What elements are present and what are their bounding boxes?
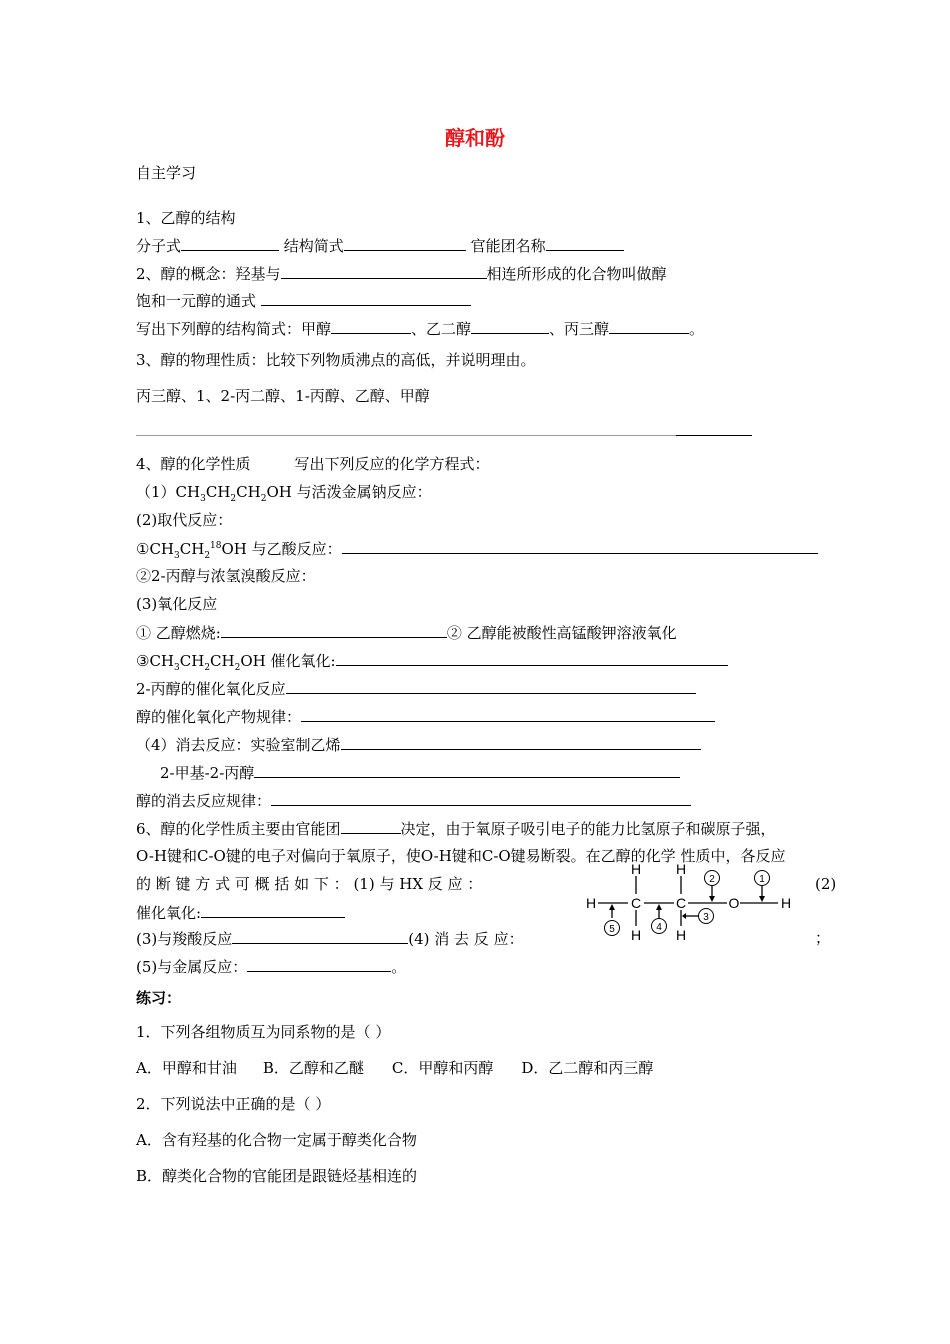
blank-r4[interactable] <box>341 734 701 750</box>
q4-heading-a: 4、醇的化学性质 <box>136 455 251 473</box>
blank-r3e[interactable] <box>301 706 715 722</box>
q2-write-b: 、乙二醇 <box>411 320 472 338</box>
q4-r4b-text: 2-甲基-2-丙醇 <box>160 764 255 782</box>
atom-c-right: C <box>675 895 687 911</box>
answer-line-end[interactable] <box>676 420 752 436</box>
label-molecular-formula: 分子式 <box>136 237 182 255</box>
option-c[interactable]: C．甲醇和丙醇 <box>391 1059 494 1077</box>
q4-r3d <box>136 678 696 699</box>
answer-line-gray[interactable] <box>136 420 676 436</box>
q2-write <box>136 318 704 339</box>
bond-label-5: 5 <box>609 924 615 935</box>
q4-r3c-text: 催化氧化: <box>270 652 336 670</box>
blank-catalytic-oxidation[interactable] <box>201 902 345 918</box>
atom-h-top-right: H <box>675 862 687 877</box>
exercise-q2-b[interactable]: B．醇类化合物的官能团是跟链烃基相连的 <box>136 1167 418 1185</box>
q4-r4-text: （4）消去反应：实验室制乙烯 <box>136 736 341 754</box>
blank-functional-group-q6[interactable] <box>341 818 401 834</box>
blank-r3c[interactable] <box>336 650 728 666</box>
blank-structural-short[interactable] <box>344 235 466 251</box>
blank-functional-group[interactable] <box>546 235 624 251</box>
q3-heading: 3、醇的物理性质：比较下列物质沸点的高低，并说明理由。 <box>136 351 536 369</box>
q4-r3: (3)氧化反应 <box>136 595 218 613</box>
atom-h-bottom-right: H <box>675 927 687 943</box>
blank-hydroxyl-attached[interactable] <box>281 263 487 279</box>
q3-answer-line[interactable] <box>136 420 752 441</box>
q4-r4c-text: 醇的消去反应规律： <box>136 792 272 810</box>
atom-h-top-left: H <box>630 862 642 877</box>
section-self-study: 自主学习 <box>136 164 197 182</box>
q4-r3a: ① 乙醇燃烧: <box>136 624 221 642</box>
ethanol-bond-diagram <box>582 862 802 946</box>
bond-label-3: 3 <box>703 912 709 923</box>
atom-h-bottom-left: H <box>630 927 642 943</box>
q4-r4 <box>136 734 701 755</box>
q4-r2a-text: 与乙酸反应： <box>251 540 342 558</box>
option-b[interactable]: B．乙醇和乙醚 <box>262 1059 364 1077</box>
q4-r1-text: 与活泼金属钠反应： <box>296 483 432 501</box>
bond-label-4: 4 <box>656 922 662 933</box>
q6-line5-c: ； <box>815 929 831 947</box>
blank-r4b[interactable] <box>254 762 680 778</box>
q4-r4b <box>160 762 680 783</box>
q6-line3-b: (2) <box>815 875 837 893</box>
q6-line5-b: (4) 消 去 反 应： <box>408 930 524 948</box>
q4-r1: $(1)CH_3CH_2CH_2OH$ 与活泼金属钠反应： <box>136 483 432 504</box>
q2-write-a: 写出下列醇的结构简式：甲醇 <box>136 320 332 338</box>
blank-carboxylic-reaction[interactable] <box>232 928 408 944</box>
q4-r3e <box>136 706 715 727</box>
blank-r3d[interactable] <box>286 678 696 694</box>
q6-line6-b: 。 <box>391 958 407 976</box>
q6-line6-a: (5)与金属反应： <box>136 958 248 976</box>
q4-r2a: $①CH_3CH_2^{18}OH$ 与乙酸反应： <box>136 538 818 559</box>
q2-concept-a: 2、醇的概念：羟基与 <box>136 265 281 283</box>
q4-r3d-text: 2-丙醇的催化氧化反应 <box>136 680 286 698</box>
q4-r3ab <box>136 622 677 643</box>
q6-line3 <box>136 874 482 894</box>
q6-line2: O-H键和C-O键的电子对偏向于氧原子，使O-H键和C-O键易断裂。在乙醇的化学 性质中，各反应 <box>136 847 786 865</box>
q2-general <box>136 290 471 311</box>
blank-methanol[interactable] <box>331 318 411 334</box>
q4-r3b: ② 乙醇能被酸性高锰酸钾溶液氧化 <box>446 624 677 642</box>
q4-r3c: $③CH_3CH_2CH_2OH$ 催化氧化: <box>136 650 728 671</box>
q6-line3-a: 的 断 键 方 式 可 概 括 如 下 ： (1) 与 HX 反 应 ： <box>136 875 483 893</box>
page-title: 醇和酚 <box>445 126 505 150</box>
blank-general-formula[interactable] <box>261 290 471 306</box>
q1-fields <box>136 235 624 256</box>
q6-line5-a: (3)与羧酸反应 <box>136 930 233 948</box>
label-functional-group: 官能团名称 <box>470 237 546 255</box>
q1-heading: 1、乙醇的结构 <box>136 209 236 227</box>
q6-line1-a: 6、醇的化学性质主要由官能团 <box>136 820 341 838</box>
blank-r2a[interactable] <box>342 538 818 554</box>
exercise-q1-options <box>136 1058 653 1078</box>
q4-r4c <box>136 790 691 811</box>
blank-glycerol[interactable] <box>609 318 689 334</box>
blank-metal-reaction[interactable] <box>247 956 391 972</box>
q2-general-label: 饱和一元醇的通式 <box>136 292 257 310</box>
atom-c-left: C <box>630 895 642 911</box>
q6-line4 <box>136 902 345 923</box>
blank-r4c[interactable] <box>271 790 691 806</box>
q4-heading <box>136 454 490 474</box>
q2-write-c: 、丙三醇 <box>549 320 610 338</box>
exercise-q2: 2．下列说法中正确的是（ ） <box>136 1095 331 1113</box>
bond-label-1: 1 <box>759 874 765 885</box>
q2-write-d: 。 <box>689 320 705 338</box>
q6-line1-b: 决定，由于氧原子吸引电子的能力比氢原子和碳原子强， <box>400 820 776 838</box>
q6-line1 <box>136 818 776 839</box>
exercise-q2-a[interactable]: A．含有羟基的化合物一定属于醇类化合物 <box>136 1131 417 1149</box>
atom-h-left: H <box>585 895 597 911</box>
exercise-q1: 1．下列各组物质互为同系物的是（ ） <box>136 1023 391 1041</box>
q6-line4-text: 催化氧化: <box>136 904 202 922</box>
q4-r2b: ②2-丙醇与浓氢溴酸反应： <box>136 567 316 585</box>
label-structural-short: 结构简式 <box>283 237 344 255</box>
exercises-heading: 练习： <box>136 989 182 1007</box>
atom-h-right: H <box>780 895 792 911</box>
option-d[interactable]: D．乙二醇和丙三醇 <box>521 1059 654 1077</box>
q2-concept <box>136 263 667 284</box>
q4-heading-b: 写出下列反应的化学方程式： <box>294 455 490 473</box>
atom-o: O <box>728 895 740 911</box>
q6-line6 <box>136 956 406 977</box>
q4-r2: (2)取代反应： <box>136 511 233 529</box>
q4-r3e-text: 醇的催化氧化产物规律： <box>136 708 302 726</box>
option-a[interactable]: A．甲醇和甘油 <box>136 1059 237 1077</box>
blank-molecular-formula[interactable] <box>181 235 279 251</box>
q4-r1-label: （1） <box>136 483 176 501</box>
blank-ethanol-combustion[interactable] <box>221 622 447 638</box>
blank-ethylene-glycol[interactable] <box>471 318 549 334</box>
q2-concept-b: 相连所形成的化合物叫做醇 <box>486 265 667 283</box>
q3-list: 丙三醇、1、2-丙二醇、1-丙醇、乙醇、甲醇 <box>136 387 430 405</box>
bond-label-2: 2 <box>709 874 715 885</box>
q6-line5 <box>136 928 524 949</box>
